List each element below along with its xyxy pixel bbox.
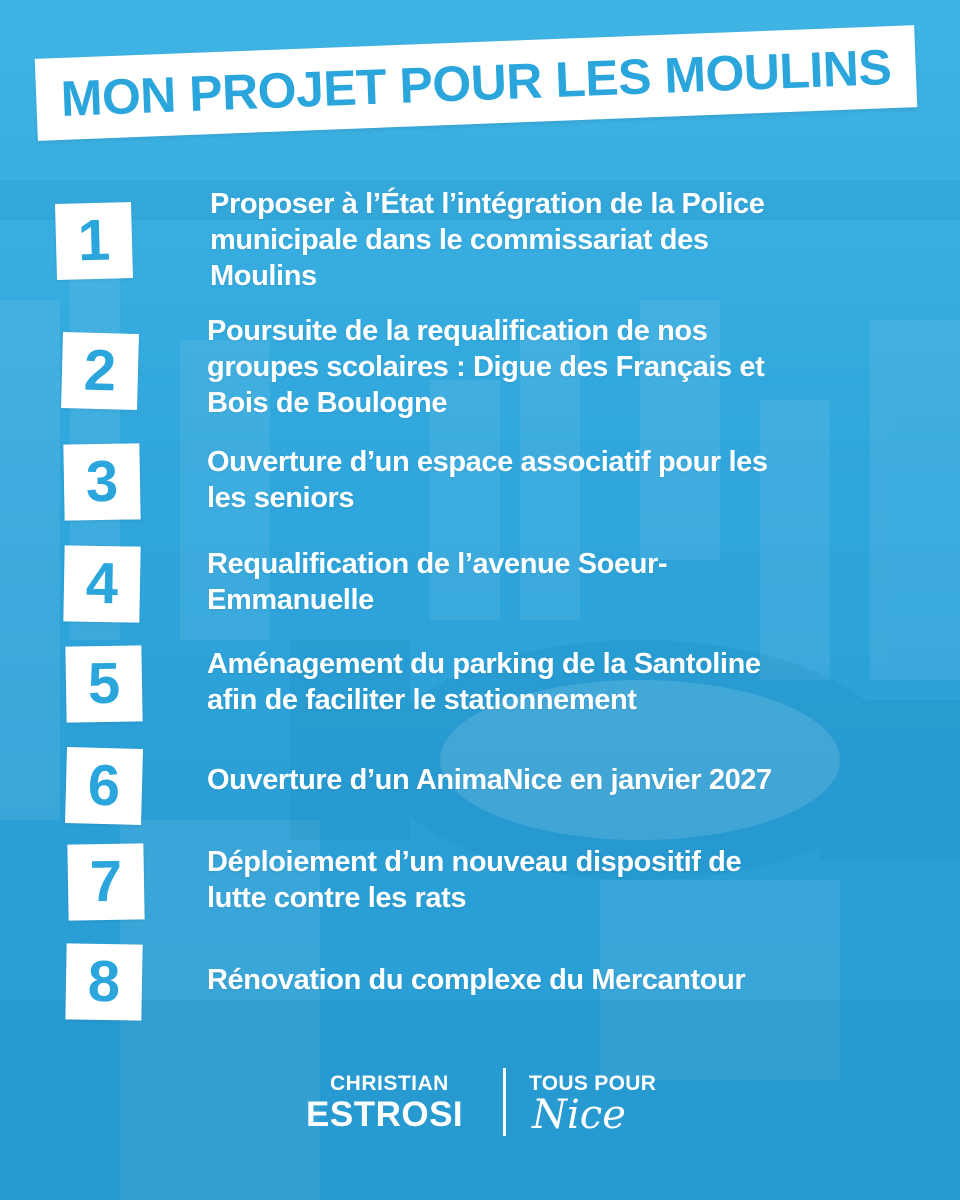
item-number: 3 (85, 448, 119, 515)
item-number: 6 (87, 752, 121, 819)
campaign-tagline: TOUS POUR (529, 1072, 657, 1095)
number-badge (67, 843, 144, 920)
number-badge (65, 645, 142, 722)
item-number: 1 (77, 207, 111, 274)
number-badge (65, 747, 143, 825)
number-badge (63, 545, 140, 622)
candidate-last-name: ESTROSI (306, 1095, 464, 1134)
candidate-first-name: CHRISTIAN (330, 1072, 449, 1095)
item-number: 5 (87, 650, 121, 717)
number-badge (61, 332, 139, 410)
logo-divider (503, 1068, 506, 1136)
page-title: MON PROJET POUR LES MOULINS (59, 39, 893, 127)
number-badge (55, 202, 133, 280)
item-text: Proposer à l’État l’intégration de la Police municipale dans le commissariat des Moulins (210, 188, 765, 292)
item-number: 7 (89, 848, 123, 915)
item-number: 4 (85, 550, 119, 617)
number-badge (65, 943, 142, 1020)
item-text: Poursuite de la requalification de nos groupes scolaires : Digue des Français et Bois de Boulogne (207, 315, 765, 419)
item-text: Requalification de l’avenue Soeur- Emmanuelle (207, 548, 668, 616)
item-text: Déploiement d’un nouveau dispositif de lutte contre les rats (207, 846, 742, 914)
number-badge (63, 443, 140, 520)
item-text: Aménagement du parking de la Santoline afin de faciliter le stationnement (207, 648, 761, 716)
item-text: Ouverture d’un espace associatif pour les les seniors (207, 446, 768, 514)
campaign-script-word: Nice (532, 1092, 626, 1138)
item-number: 8 (87, 948, 121, 1015)
campaign-logo (306, 1068, 666, 1138)
item-text: Ouverture d’un AnimaNice en janvier 2027 (207, 764, 772, 796)
item-text: Rénovation du complexe du Mercantour (207, 964, 746, 996)
item-number: 2 (83, 337, 117, 404)
